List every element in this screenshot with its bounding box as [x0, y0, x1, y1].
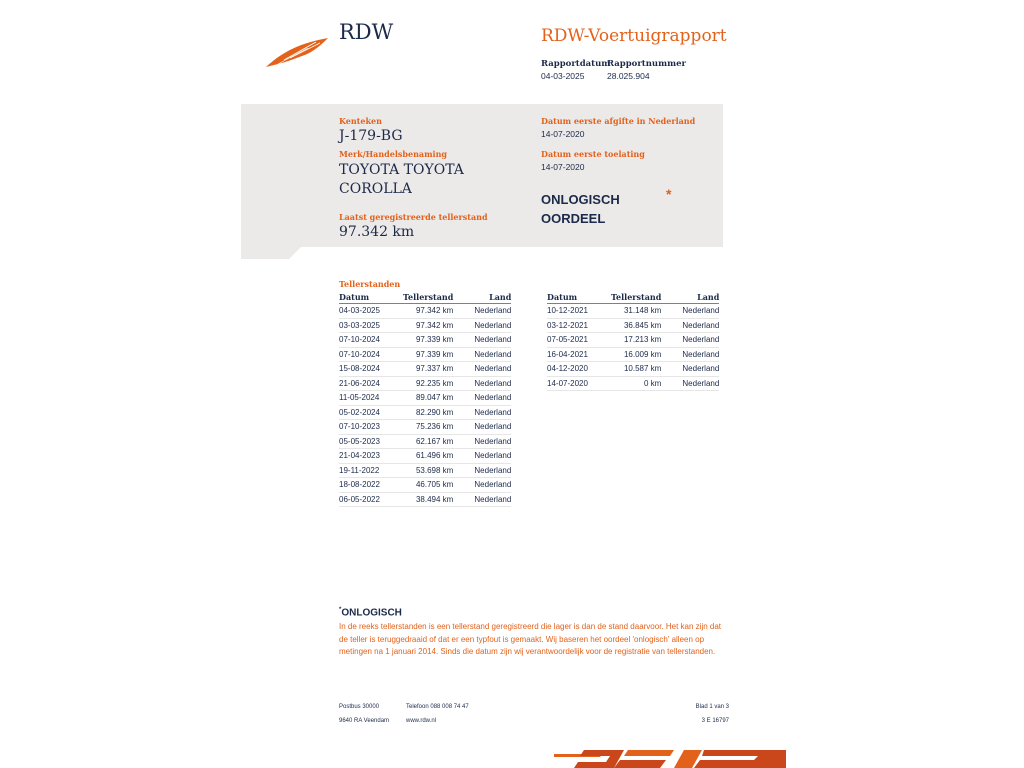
- report-date-value: 04-03-2025: [541, 71, 585, 81]
- col-country: Land: [661, 292, 719, 304]
- reading-date: 07-10-2024: [339, 333, 403, 348]
- table-row: [339, 347, 511, 362]
- footnote-title: [339, 607, 402, 618]
- reading-odometer: 53.698 km: [403, 463, 453, 478]
- verdict-line2: OORDEEL: [541, 211, 606, 226]
- reading-odometer: 97.342 km: [403, 318, 453, 333]
- report-number-label: Rapportnummer: [607, 59, 686, 69]
- reading-date: 15-08-2024: [339, 362, 403, 377]
- table-row: [547, 362, 719, 377]
- reading-country: Nederland: [453, 478, 511, 493]
- first-registration-nl-value: 14-07-2020: [541, 129, 585, 139]
- reading-date: 03-03-2025: [339, 318, 403, 333]
- reading-odometer: 10.587 km: [611, 362, 661, 377]
- reading-country: Nederland: [453, 391, 511, 406]
- odometer-label: Laatst geregistreerde tellerstand: [339, 212, 488, 222]
- reading-odometer: 0 km: [611, 376, 661, 391]
- verdict-badge: [541, 190, 620, 228]
- report-number-value: 28.025.904: [607, 71, 650, 81]
- reading-odometer: 61.496 km: [403, 449, 453, 464]
- make-value-line2: COROLLA: [339, 181, 412, 197]
- verdict-line1: ONLOGISCH: [541, 192, 620, 207]
- reading-odometer: 62.167 km: [403, 434, 453, 449]
- reading-odometer: 82.290 km: [403, 405, 453, 420]
- reading-country: Nederland: [453, 420, 511, 435]
- verdict-asterisk: *: [666, 186, 672, 202]
- readings-table-right: [547, 292, 719, 391]
- reading-country: Nederland: [453, 434, 511, 449]
- table-row: [339, 492, 511, 507]
- reading-country: Nederland: [453, 449, 511, 464]
- reading-date: 21-04-2023: [339, 449, 403, 464]
- reading-date: 11-05-2024: [339, 391, 403, 406]
- reading-odometer: 75.236 km: [403, 420, 453, 435]
- reading-odometer: 17.213 km: [611, 333, 661, 348]
- reading-date: 07-10-2023: [339, 420, 403, 435]
- reading-date: 04-12-2020: [547, 362, 611, 377]
- reading-country: Nederland: [453, 376, 511, 391]
- table-row: [339, 478, 511, 493]
- reading-date: 10-12-2021: [547, 304, 611, 319]
- readings-title: Tellerstanden: [339, 279, 401, 289]
- report-title: RDW-Voertuigrapport: [541, 26, 727, 46]
- table-row: [547, 333, 719, 348]
- footer-page-number: Blad 1 van 3: [695, 704, 729, 710]
- footnote-asterisk: *: [339, 607, 342, 613]
- footnote-text: In de reeks tellerstanden is een tellerstand geregistreerd die lager is dan de stand daarvoor. Het kan zijn dat de teller is teruggedraaid of dat er een typfout is gemaakt. Wij baseren het oordeel 'onlogisch' alleen op metingen na 1 januari 2014. Sinds die datum zijn wij verantwoordelijk voor de registratie van tellerstanden.: [339, 622, 722, 657]
- reading-odometer: 46.705 km: [403, 478, 453, 493]
- reading-odometer: 38.494 km: [403, 492, 453, 507]
- rdw-feather-logo-icon: [264, 34, 332, 70]
- reading-date: 14-07-2020: [547, 376, 611, 391]
- reading-odometer: 92.235 km: [403, 376, 453, 391]
- table-row: [339, 463, 511, 478]
- table-row: [547, 304, 719, 319]
- col-date: Datum: [547, 292, 611, 304]
- table-row: [547, 376, 719, 391]
- col-odometer: Tellerstand: [611, 292, 662, 302]
- footer-postcode: 9640 RA Veendam: [339, 718, 390, 724]
- first-admission-value: 14-07-2020: [541, 162, 585, 172]
- make-label: Merk/Handelsbenaming: [339, 149, 448, 159]
- reading-odometer: 97.339 km: [403, 347, 453, 362]
- reading-date: 19-11-2022: [339, 463, 403, 478]
- reading-country: Nederland: [453, 347, 511, 362]
- make-value-line1: TOYOTA TOYOTA: [339, 162, 464, 178]
- brand-name: RDW: [339, 20, 394, 44]
- reading-country: Nederland: [661, 304, 719, 319]
- reading-country: Nederland: [453, 318, 511, 333]
- table-row: [339, 405, 511, 420]
- reading-date: 03-12-2021: [547, 318, 611, 333]
- reading-date: 07-10-2024: [339, 347, 403, 362]
- reading-country: Nederland: [661, 333, 719, 348]
- reading-date: 06-05-2022: [339, 492, 403, 507]
- reading-country: Nederland: [661, 347, 719, 362]
- odometer-value: 97.342 km: [339, 224, 415, 240]
- first-admission-label: Datum eerste toelating: [541, 149, 645, 159]
- footer-postbus: Postbus 30000: [339, 704, 380, 710]
- reading-country: Nederland: [661, 362, 719, 377]
- reading-odometer: 97.337 km: [403, 362, 453, 377]
- reading-date: 04-03-2025: [339, 304, 403, 319]
- reading-odometer: 97.339 km: [403, 333, 453, 348]
- footnote-title-text: ONLOGISCH: [341, 607, 402, 619]
- reading-odometer: 97.342 km: [403, 304, 453, 319]
- table-row: [339, 333, 511, 348]
- first-registration-nl-label: Datum eerste afgifte in Nederland: [541, 116, 696, 126]
- reading-country: Nederland: [661, 376, 719, 391]
- table-row: [339, 449, 511, 464]
- table-row: [547, 318, 719, 333]
- reading-date: 05-02-2024: [339, 405, 403, 420]
- footer-phone: Telefoon 088 008 74 47: [406, 704, 469, 710]
- table-row: [339, 391, 511, 406]
- plate-value: J-179-BG: [339, 128, 403, 144]
- reading-country: Nederland: [661, 318, 719, 333]
- reading-date: 16-04-2021: [547, 347, 611, 362]
- report-date-label: Rapportdatum: [541, 59, 611, 69]
- table-row: [339, 434, 511, 449]
- plate-label: Kenteken: [339, 116, 382, 126]
- footer-document-code: 3 E 16797: [701, 718, 729, 724]
- reading-date: 18-08-2022: [339, 478, 403, 493]
- reading-odometer: 36.845 km: [611, 318, 661, 333]
- reading-date: 07-05-2021: [547, 333, 611, 348]
- table-row: [339, 362, 511, 377]
- col-odometer: Tellerstand: [403, 292, 454, 302]
- col-country: Land: [453, 292, 511, 304]
- readings-table-left: [339, 292, 511, 507]
- reading-odometer: 16.009 km: [611, 347, 661, 362]
- reading-country: Nederland: [453, 405, 511, 420]
- col-date: Datum: [339, 292, 403, 304]
- reading-date: 05-05-2023: [339, 434, 403, 449]
- reading-date: 21-06-2024: [339, 376, 403, 391]
- reading-odometer: 31.148 km: [611, 304, 661, 319]
- table-row: [339, 318, 511, 333]
- footer-website: www.rdw.nl: [406, 718, 437, 724]
- table-row: [339, 376, 511, 391]
- table-row: [339, 420, 511, 435]
- reading-country: Nederland: [453, 492, 511, 507]
- reading-country: Nederland: [453, 362, 511, 377]
- reading-odometer: 89.047 km: [403, 391, 453, 406]
- reading-country: Nederland: [453, 463, 511, 478]
- table-row: [339, 304, 511, 319]
- panel-notch: [241, 247, 301, 259]
- reading-country: Nederland: [453, 304, 511, 319]
- table-row: [547, 347, 719, 362]
- reading-country: Nederland: [453, 333, 511, 348]
- decorative-stripes: [554, 747, 786, 768]
